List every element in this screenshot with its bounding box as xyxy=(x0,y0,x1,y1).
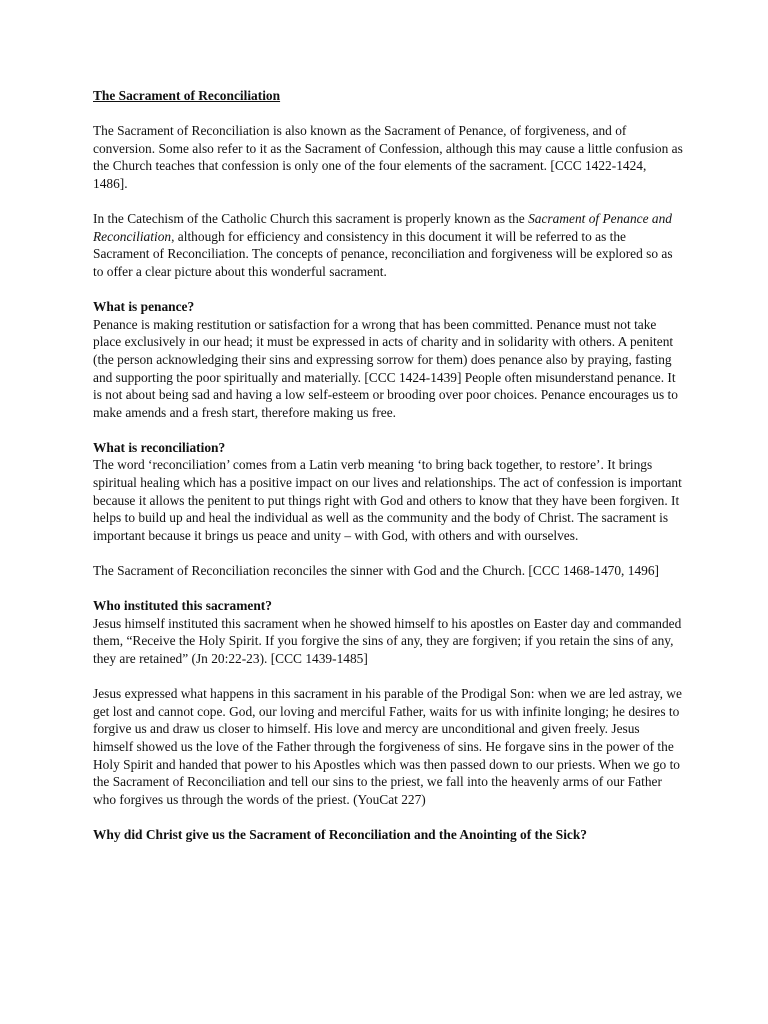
instituted-heading: Who instituted this sacrament? xyxy=(93,598,272,614)
intro-paragraph: The Sacrament of Reconciliation is also known as the Sacrament of Penance, of forgiveness, and of conversion. Some also refer to it as the Sacrament of Confession, although this may cause a little confusion as the Church teaches that confession is only one of the four elements of the sacrament. [CCC 1422-1424, 1486]. xyxy=(93,123,683,191)
penance-heading: What is penance? xyxy=(93,299,195,315)
catechism-emphasis: Sacrament of Penance and Reconciliation xyxy=(93,211,673,244)
catechism-paragraph xyxy=(93,210,683,280)
reconciliation-followup-paragraph: The Sacrament of Reconciliation reconciles the sinner with God and the Church. [CCC 1468-1470, 1496] xyxy=(93,563,659,579)
instituted-section xyxy=(93,597,683,667)
reconciliation-paragraph: The word ‘reconciliation’ comes from a Latin verb meaning ‘to bring back together, to restore’. It brings spiritual healing which has a positive impact on our lives and relationships. The act of confession is important because it allows the penitent to put things right with God and others to know that they have been forgiven. It helps to build up and heal the individual as well as the community and the body of Christ. The sacrament is important because it brings us peace and unity – with God, with others and with ourselves. xyxy=(93,457,682,543)
prodigal-son-paragraph: Jesus expressed what happens in this sacrament in his parable of the Prodigal Son: when we are led astray, we get lost and cannot cope. God, our loving and merciful Father, waits for us with infinite longing; he desires to forgive us and draw us closer to himself. His love and mercy are unconditional and given freely. Jesus himself showed us the love of the Father through the forgiveness of sins. He forgave sins in the power of the Holy Spirit and handed that power to his Apostles which was then passed down to our priests. When we go to the Sacrament of Reconciliation and tell our sins to the priest, we fall into the heavenly arms of our Father who forgives us through the words of the priest. (YouCat 227) xyxy=(93,686,682,807)
instituted-paragraph: Jesus himself instituted this sacrament when he showed himself to his apostles on Easter day and commanded them, “Receive the Holy Spirit. If you forgive the sins of any, they are forgiven; if you retain the sins of any, they are retained” (Jn 20:22-23). [CCC 1439-1485] xyxy=(93,615,682,666)
catechism-text-after: , although for efficiency and consistency in this document it will be referred to as the Sacrament of Reconciliation. The concepts of penance, reconciliation and forgiveness will be explored so as to offer a clear picture about this wonderful sacrament. xyxy=(93,228,673,279)
penance-section xyxy=(93,298,683,421)
catechism-text-before: In the Catechism of the Catholic Church this sacrament is properly known as the xyxy=(93,211,529,227)
reconciliation-heading: What is reconciliation? xyxy=(93,439,226,455)
penance-paragraph: Penance is making restitution or satisfaction for a wrong that has been committed. Penance must not take place exclusively in our head; it must be expressed in acts of charity and in solidarity with others. A penitent (the person acknowledging their sins and expressing sorrow for them) does penance also by praying, fasting and supporting the poor spiritually and materially. [CCC 1424-1439] People often misunderstand penance. It is not about being sad and having a low self-esteem or brooding over poor choices. Penance encourages us to make amends and a fresh start, therefore making us free. xyxy=(93,316,678,420)
document-page xyxy=(93,87,683,844)
reconciliation-section xyxy=(93,439,683,545)
final-heading: Why did Christ give us the Sacrament of Reconciliation and the Anointing of the Sick? xyxy=(93,826,587,842)
document-title: The Sacrament of Reconciliation xyxy=(93,88,281,103)
